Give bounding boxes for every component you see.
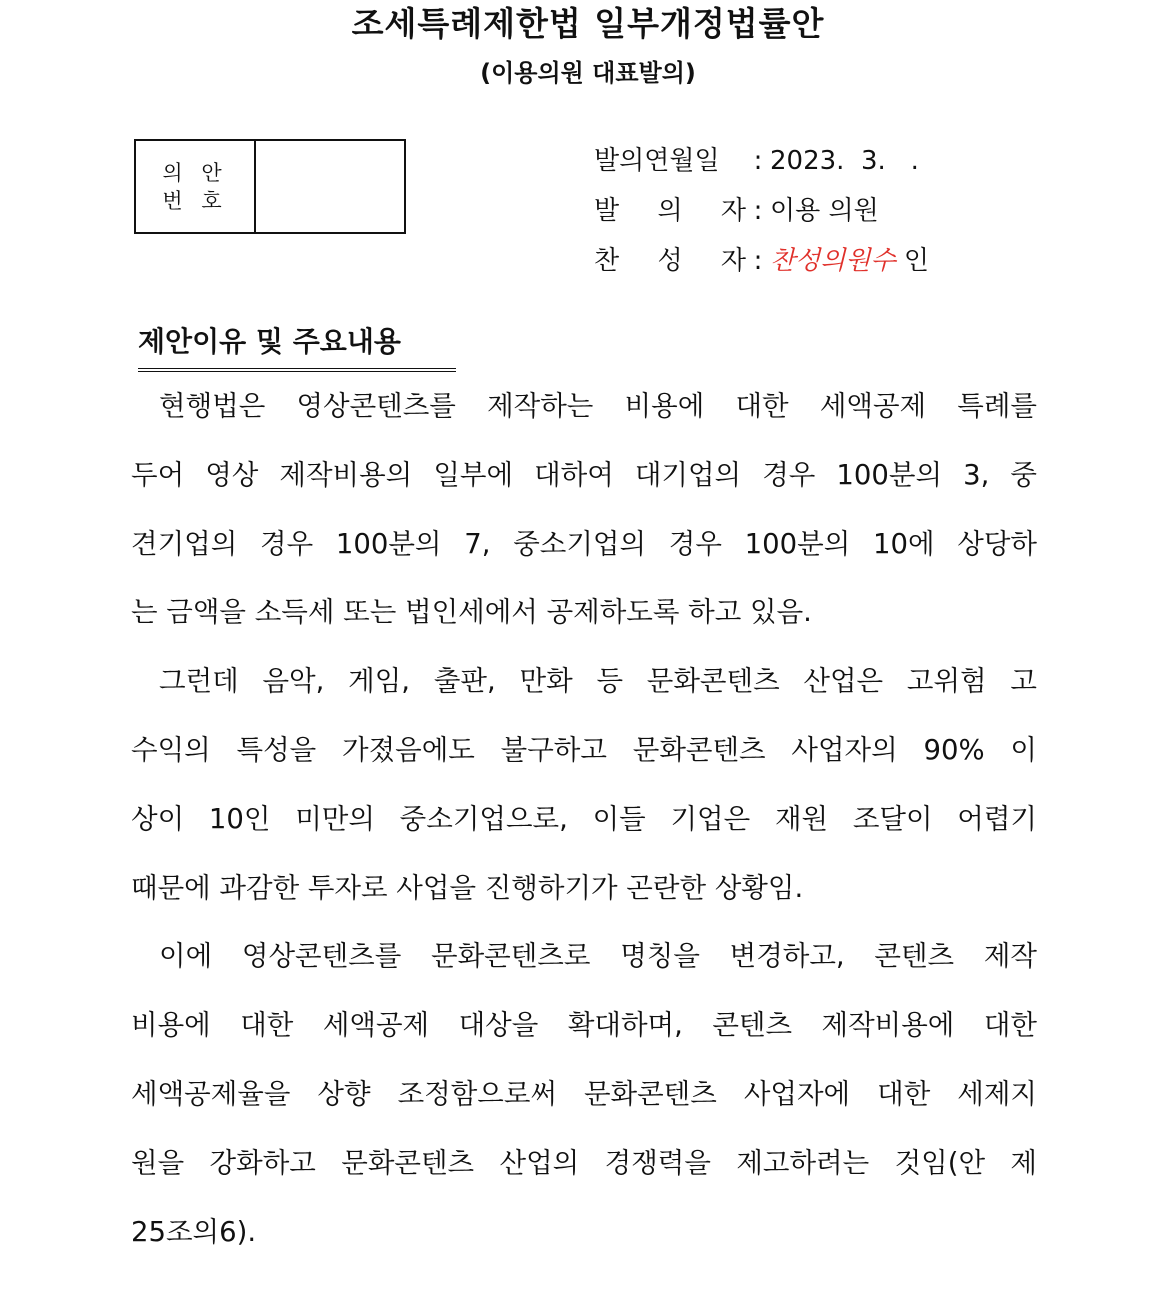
date-label: 발의연월일 xyxy=(594,146,720,176)
supporters-suffix: 인 xyxy=(903,246,929,276)
proposer-value: 이용 의원 xyxy=(770,196,879,226)
body-line: 현행법은 영상콘텐츠를 제작하는 비용에 대한 세액공제 특례를 xyxy=(159,390,1037,422)
body-line: 비용에 대한 세액공제 대상을 확대하며, 콘텐츠 제작비용에 대한 xyxy=(131,1009,1037,1042)
supporters-label-char: 찬 xyxy=(594,246,620,276)
date-colon: : xyxy=(753,146,763,176)
proposer-label-char: 자 xyxy=(720,196,746,226)
supporters-value xyxy=(770,236,929,286)
body-line: 25조의6). xyxy=(131,1215,257,1248)
section-body xyxy=(131,372,1037,1266)
meta-row-proposer xyxy=(594,186,929,236)
body-line: 수익의 특성을 가졌음에도 불구하고 문화콘텐츠 사업자의 90% 이 xyxy=(131,733,1037,766)
date-value: 2023. 3. . xyxy=(770,146,919,176)
supporters-colon: : xyxy=(753,246,763,276)
bill-number-label-line2: 번 호 xyxy=(162,188,228,213)
proposer-colon: : xyxy=(753,196,763,226)
body-line: 그런데 음악, 게임, 출판, 만화 등 문화콘텐츠 산업은 고위험 고 xyxy=(159,665,1037,698)
meta-row-supporters xyxy=(594,236,929,286)
body-line: 견기업의 경우 100분의 7, 중소기업의 경우 100분의 10에 상당하 xyxy=(131,527,1037,560)
bill-number-value xyxy=(256,141,404,232)
bill-number-label-line1: 의 안 xyxy=(162,160,228,185)
bill-number-label xyxy=(136,141,256,232)
proposer-label-char: 의 xyxy=(657,196,683,226)
section-heading: 제안이유 및 주요내용 xyxy=(138,322,456,372)
supporters-label xyxy=(594,236,746,286)
supporters-count-placeholder: 찬성의원수 xyxy=(770,246,896,276)
proposer-label-char: 발 xyxy=(594,196,620,226)
document-title: 조세특례제한법 일부개정법률안 xyxy=(351,4,825,43)
body-line: 때문에 과감한 투자로 사업을 진행하기가 곤란한 상황임. xyxy=(131,871,804,904)
document-subtitle: (이용의원 대표발의) xyxy=(480,59,696,87)
supporters-label-char: 자 xyxy=(720,246,746,276)
bill-meta xyxy=(594,136,929,286)
body-line: 두어 영상 제작비용의 일부에 대하여 대기업의 경우 100분의 3, 중 xyxy=(131,458,1037,491)
body-line: 는 금액을 소득세 또는 법인세에서 공제하도록 하고 있음. xyxy=(131,596,812,629)
supporters-label-char: 성 xyxy=(657,246,683,276)
body-line: 세액공제율을 상향 조정함으로써 문화콘텐츠 사업자에 대한 세제지 xyxy=(131,1077,1037,1110)
proposer-label xyxy=(594,186,746,236)
bill-number-box xyxy=(134,139,406,234)
body-line: 상이 10인 미만의 중소기업으로, 이들 기업은 재원 조달이 어렵기 xyxy=(131,802,1037,835)
body-line: 이에 영상콘텐츠를 문화콘텐츠로 명칭을 변경하고, 콘텐츠 제작 xyxy=(159,940,1037,973)
body-line: 원을 강화하고 문화콘텐츠 산업의 경쟁력을 제고하려는 것임(안 제 xyxy=(131,1146,1037,1179)
meta-row-date xyxy=(594,136,929,186)
